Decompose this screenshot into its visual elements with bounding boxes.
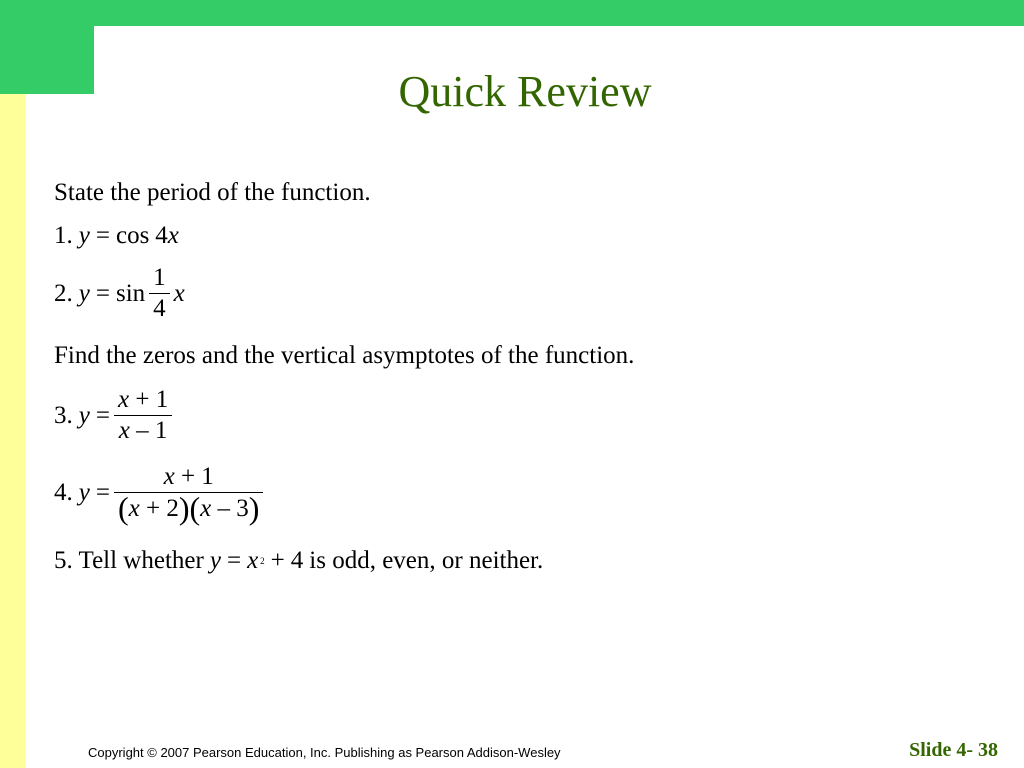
question-4 [54,462,267,524]
question-4-label: 4. [54,479,73,506]
question-1-equals: = [95,222,110,249]
question-5-exponent: 2 [260,556,265,566]
question-2-numerator: 1 [149,263,170,294]
question-3 [54,385,176,446]
instruction-zeros: Find the zeros and the vertical asymptotes of the function. [54,342,635,369]
question-5-var: x [247,547,259,574]
question-2-func: sin [115,279,146,307]
question-1 [54,222,179,250]
question-2-fraction [149,263,170,324]
question-2-label: 2. [54,279,73,307]
question-4-numerator: x + 1 [114,462,263,493]
question-5-op: + [270,547,285,574]
question-1-func: cos [115,222,150,249]
question-2-var: x [173,279,185,307]
question-5-suffix: is odd, even, or neither. [309,547,544,574]
question-5 [54,547,543,575]
question-3-fraction [114,385,172,446]
question-3-label: 3. [54,401,73,429]
slide-title: Quick Review [398,67,652,116]
question-4-y: y [78,479,90,506]
question-2 [54,263,185,324]
question-3-denominator: x – 1 [118,417,168,444]
copyright-footer: Copyright © 2007 Pearson Education, Inc. Publishing as Pearson Addison-Wesley [88,745,561,760]
slide-number: Slide 4- 38 [909,739,998,761]
question-2-equals: = [95,279,110,307]
question-1-coef: 4 [155,222,168,249]
question-1-y: y [78,222,90,249]
question-1-var: x [167,222,179,249]
question-2-denominator: 4 [153,295,166,322]
question-5-prefix: 5. Tell whether [54,547,204,574]
question-5-equals: = [226,547,242,574]
instruction-period: State the period of the function. [54,179,371,206]
left-accent-bar [0,94,26,768]
question-5-y: y [209,547,221,574]
question-4-equals: = [95,479,110,506]
question-2-y: y [78,279,90,307]
question-5-const: 4 [290,547,304,574]
question-1-label: 1. [54,222,73,249]
question-3-numerator: x + 1 [114,385,172,416]
top-accent-bar [0,0,1024,26]
question-3-equals: = [95,401,110,429]
question-4-fraction [114,462,263,524]
question-3-y: y [78,401,90,429]
question-4-denominator: (x + 2)(x – 3) [117,490,260,526]
